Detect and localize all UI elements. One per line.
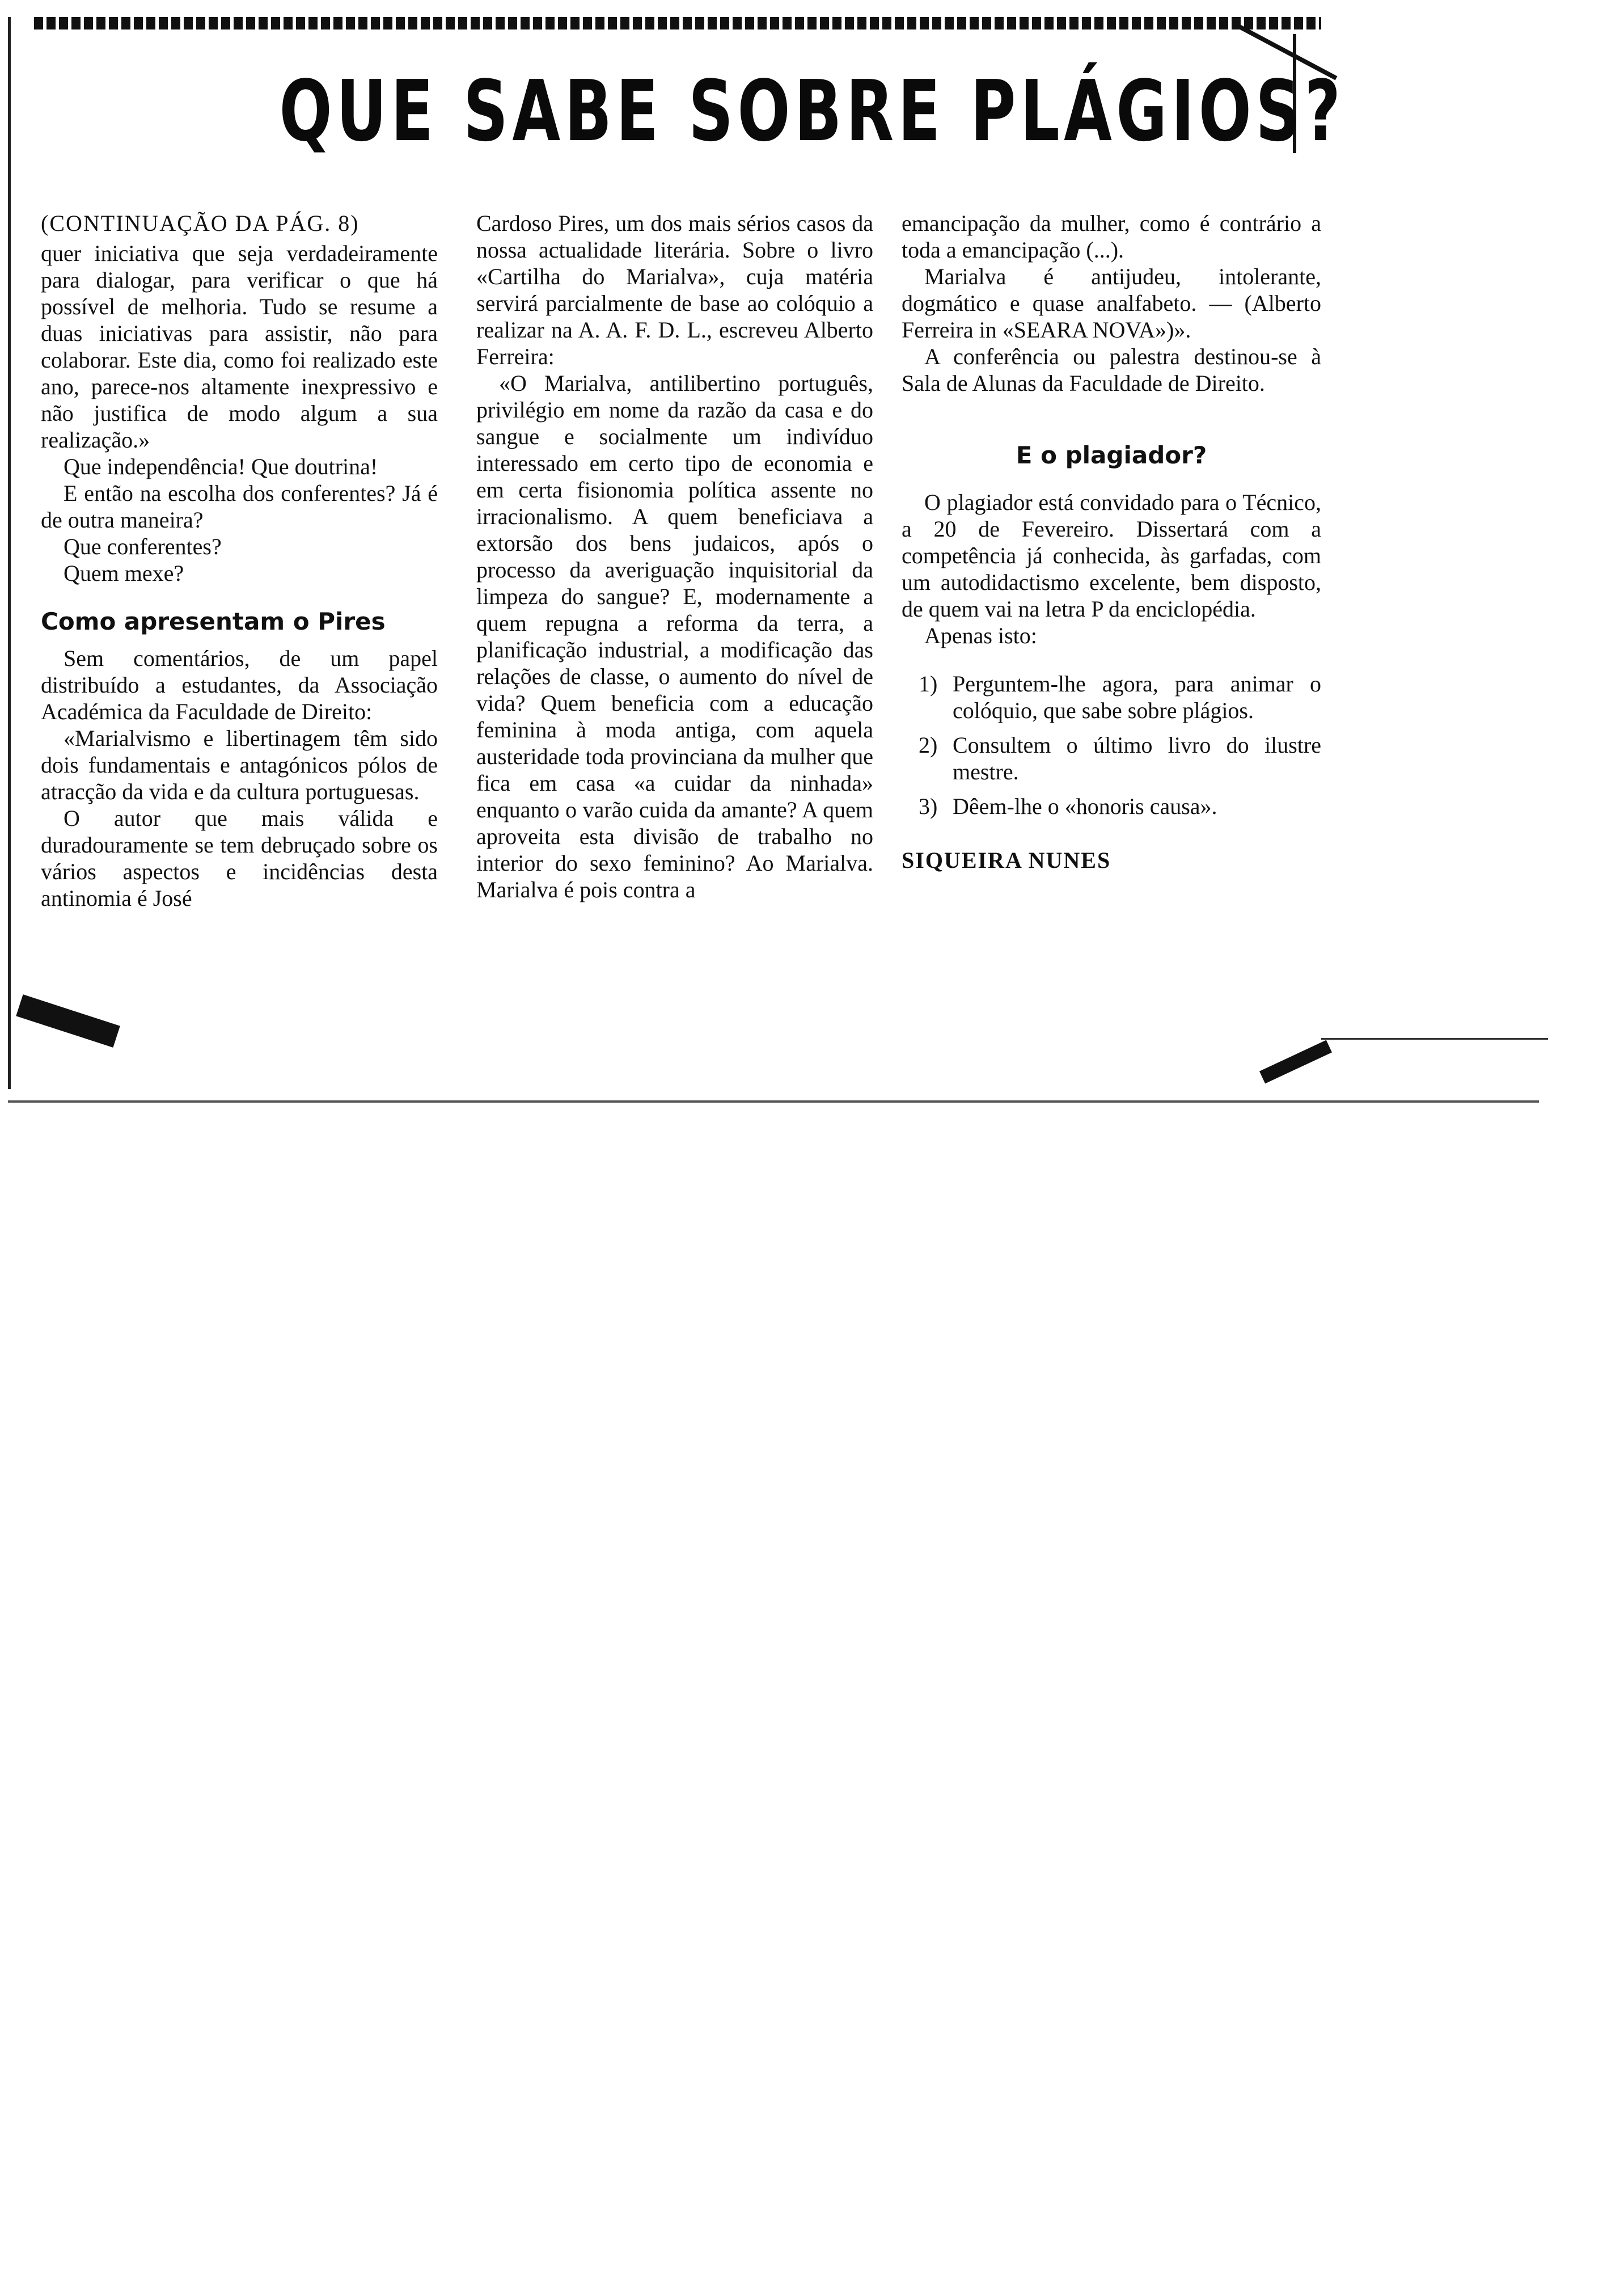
list-text: Consultem o último livro do ilustre mestre. <box>953 732 1321 784</box>
paragraph: O autor que mais válida e duradouramente se tem debruçado sobre os vários aspectos e incidências desta antinomia é José <box>41 805 438 911</box>
paragraph: Cardoso Pires, um dos mais sérios casos da nossa actualidade literária. Sobre o livro «Cartilha do Marialva», cuja matéria servirá parcialmente de base ao colóquio a realizar na A. A. F. D. L., escreveu Alberto Ferreira: <box>476 210 873 369</box>
paragraph: Que independência! Que doutrina! <box>64 454 378 479</box>
section-heading: E o plagiador? <box>1016 441 1207 469</box>
paragraph: Quem mexe? <box>64 560 184 586</box>
list-item <box>902 670 1321 724</box>
list-text: Dêem-lhe o «honoris causa». <box>953 794 1217 819</box>
ink-smear <box>16 994 120 1048</box>
paragraph: Apenas isto: <box>924 623 1037 648</box>
list-number: 1) <box>919 671 938 697</box>
paragraph: «O Marialva, antilibertino português, privilégio em nome da razão da casa e do sangue e socialmente um indivíduo interessado em certo tipo de economia e em certa fisionomia política assente no irracionalismo. A quem beneficiava a extorsão dos bens judaicos, após o processo da averiguação inquisitorial da limpeza do sangue? E, modernamente a quem repugna a reforma da terra, a planificação industrial, a modificação das relações de classe, o aumento do nível de vida? Quem beneficia com a educação feminina à moda antiga, com aquela austeridade toda provinciana da mulher que fica em casa «a cuidar da ninhada» enquanto o varão cuida da amante? A quem aproveita esta divisão de trabalho no interior do sexo feminino? Ao Marialva. Marialva é pois contra a <box>476 370 873 902</box>
list-text: Perguntem-lhe agora, para animar o colóquio, que sabe sobre plágios. <box>953 671 1321 723</box>
list-number: 3) <box>919 794 938 819</box>
ink-smear <box>1259 1040 1332 1084</box>
clipping-bottom-edge <box>8 1100 1539 1103</box>
paragraph: E então na escolha dos conferentes? Já é de outra maneira? <box>41 480 438 533</box>
continuation-note: (CONTINUAÇÃO DA PÁG. 8) <box>41 210 360 236</box>
list-item <box>902 732 1321 785</box>
list-item <box>902 793 1321 820</box>
section-heading: Como apresentam o Pires <box>41 607 386 635</box>
column-3 <box>902 210 1321 874</box>
paragraph: quer iniciativa que seja verdadeiramente para dialogar, para verificar o que há possível de melhoria. Tudo se resume a duas iniciativas para assistir, não para colaborar. Este dia, como foi realizado este ano, parece-nos altamente inexpressivo e não justifica de modo algum a sua realização.» <box>41 240 438 453</box>
paragraph: Marialva é antijudeu, intolerante, dogmático e quase analfabeto. — (Alberto Ferreira in «SEARA NOVA»)». <box>902 264 1321 343</box>
headline: QUE SABE SOBRE PLÁGIOS? <box>279 62 1345 160</box>
paragraph: A conferência ou palestra destinou-se à Sala de Alunas da Faculdade de Direito. <box>902 344 1321 396</box>
clipping-left-edge <box>8 17 11 1089</box>
author-signature: SIQUEIRA NUNES <box>902 847 1111 873</box>
paragraph: «Marialvismo e libertinagem têm sido dois fundamentais e antagónicos pólos de atracção da vida e da cultura portuguesas. <box>41 725 438 804</box>
paragraph: O plagiador está convidado para o Técnico, a 20 de Fevereiro. Dissertará com a competência já conhecida, às garfadas, com um autodidactismo excelente, bem disposto, de quem vai na letra P da enciclopédia. <box>902 490 1321 622</box>
paragraph: emancipação da mulher, como é contrário a toda a emancipação (...). <box>902 210 1321 263</box>
list-number: 2) <box>919 732 938 758</box>
signature-rule <box>1321 1038 1548 1040</box>
column-2 <box>476 210 873 903</box>
clipping-top-border <box>34 17 1321 29</box>
paragraph: Sem comentários, de um papel distribuído a estudantes, da Associação Académica da Faculdade de Direito: <box>41 645 438 724</box>
paragraph: Que conferentes? <box>64 534 222 559</box>
column-1 <box>41 210 438 912</box>
